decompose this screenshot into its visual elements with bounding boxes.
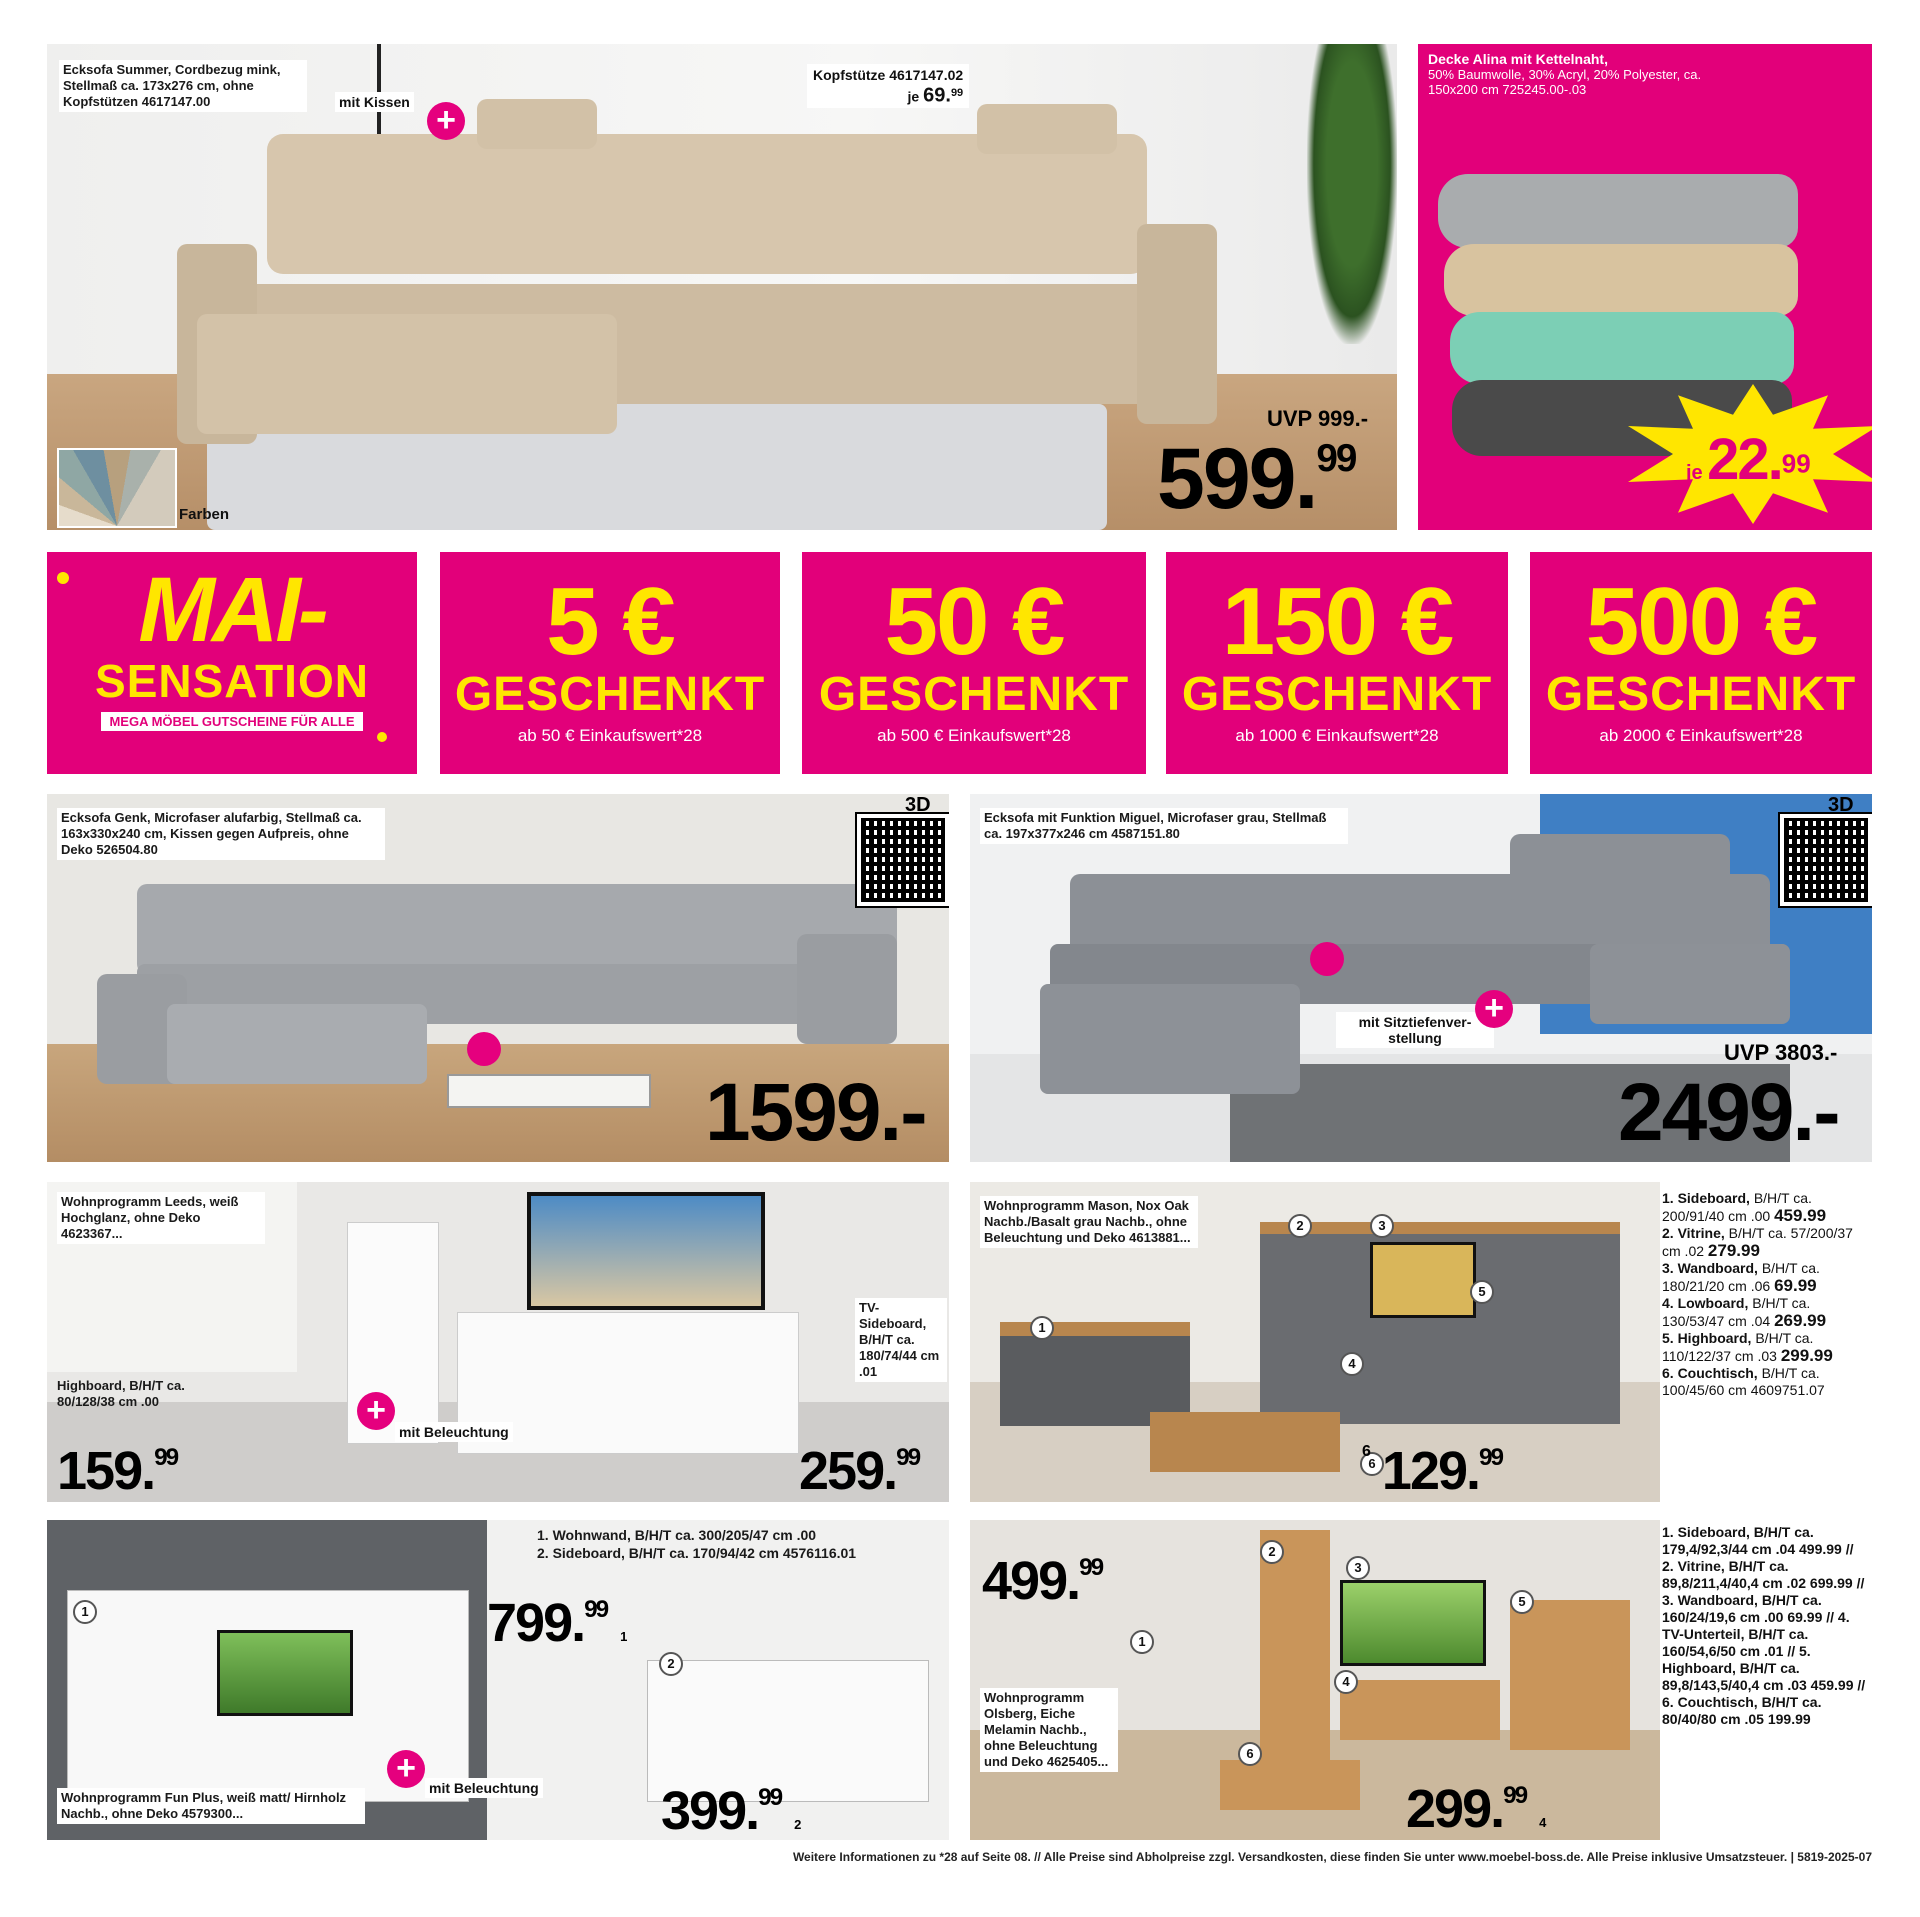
mason-price-tag: 6 [1362,1443,1369,1460]
fun-plus-list [537,1526,937,1562]
mai-confetti [57,572,69,584]
mason-desc [980,1196,1198,1248]
mason-details: Nox Oak Nachb./Basalt grau Nachb., ohne Beleuchtung und Deko 4613881... [984,1198,1191,1245]
footer-note: Weitere Informationen zu *28 auf Seite 08. // Alle Preise sind Abholpreise zzgl. Versandkosten, diese finden Sie unter www.moebel-boss.de. Alle Preise inklusive Umsatzsteuer. | 5819-2025-07 [792,1850,1872,1864]
mason-list-item: 6. Couchtisch, B/H/T ca. 100/45/60 cm 4609751.07 [1662,1365,1825,1398]
banner-5-euro [440,552,780,774]
item-number-2: 2 [1288,1214,1312,1238]
farben-swatch [57,448,177,528]
qr-3d-label: 3D [1828,794,1854,816]
kopfstuetze-label [807,64,969,108]
fun-plus-price-2-tag: 2 [794,1817,800,1832]
sofa-miguel-feature-icon [1310,942,1344,976]
banner-50-euro [802,552,1146,774]
leeds-highboard-price-cents: 99 [154,1444,178,1472]
sofa-summer-image [177,124,1277,454]
banner-amount: 150 € [1221,568,1453,675]
sofa-genk-price: 1599.- [705,1067,926,1158]
olsberg-price-a-main: 499. [982,1551,1080,1611]
fun-plus-list-item-1: 1. Wohnwand, B/H/T ca. 300/205/47 cm .00 [537,1527,817,1543]
olsberg-price-a [982,1551,1103,1611]
decke-price-main: 22. [1707,427,1782,492]
item-number-4: 4 [1340,1352,1364,1376]
sofa-miguel-title: Ecksofa mit Funktion Miguel, [984,810,1164,825]
sofa-miguel-desc [980,808,1348,844]
olsberg-price-b-tag: 4 [1539,1815,1545,1830]
fun-plus-details: weiß matt/ Hirnholz Nachb., ohne Deko 4579300... [61,1790,347,1821]
leeds-tv-desc: TV-Sideboard, B/H/T ca. 180/74/44 cm .01 [855,1298,947,1382]
decke-desc [1428,52,1728,97]
olsberg-tv-unit-image [1340,1680,1500,1740]
leeds-desc [57,1192,265,1244]
item-number-5: 5 [1470,1280,1494,1304]
olsberg-price-b [1406,1779,1545,1839]
olsberg-price-a-cents: 99 [1079,1554,1103,1582]
sitztiefe-plus-icon: + [1475,990,1513,1028]
sofa-miguel-price: 2499.- [1618,1067,1839,1158]
coffee-table-image [1150,1412,1340,1472]
item-number-4: 4 [1334,1670,1358,1694]
sofa-genk-image [97,884,917,1084]
fun-plus-price-2-cents: 99 [758,1784,782,1812]
panel-sofa-miguel [970,794,1872,1162]
sofa-summer-uvp: UVP 999.- [1267,406,1369,431]
leeds-title: Wohnprogramm Leeds, [61,1194,206,1209]
decke-title: Decke Alina mit Kettelnaht, [1428,51,1608,67]
item-number-1: 1 [1030,1316,1054,1340]
sofa-genk-feature-icon [467,1032,501,1066]
banner-amount: 500 € [1585,568,1817,675]
fun-plus-price-1 [487,1593,626,1653]
leeds-tv-price-cents: 99 [896,1444,920,1472]
fun-plus-list-item-2: 2. Sideboard, B/H/T ca. 170/94/42 cm 4576116.01 [537,1545,857,1561]
kopfstuetze-je: je [907,88,920,105]
panel-decke-alina [1418,44,1872,530]
sofa-summer-title: Ecksofa Summer, [63,62,172,77]
sitztiefe-label: mit Sitztiefenver-stellung [1336,1012,1494,1048]
olsberg-desc [980,1688,1118,1772]
sofa-summer-price [1157,431,1356,527]
mai-title-line2: SENSATION [95,655,369,707]
mai-title-line1: MAI- [138,559,326,661]
fun-plus-title: Wohnprogramm Fun Plus, [61,1790,224,1805]
fun-plus-price-1-cents: 99 [584,1596,608,1624]
sofa-summer-desc [59,60,307,112]
banner-geschenkt: GESCHENKT [818,668,1130,721]
olsberg-vitrine-image [1260,1530,1330,1760]
mason-list-item: 3. Wandboard, B/H/T ca. 180/21/20 cm .06 69.99 [1662,1260,1820,1295]
leeds-highboard-desc: Highboard, B/H/T ca. 80/128/38 cm .00 [57,1378,185,1409]
decke-details: 50% Baumwolle, 30% Acryl, 20% Polyester, ca. 150x200 cm 725245.00-.03 [1428,67,1702,97]
coffee-table [447,1074,651,1108]
panel-olsberg [970,1520,1872,1840]
leeds-details: weiß Hochglanz, ohne Deko 4623367... [61,1194,239,1241]
fun-plus-desc [57,1788,365,1824]
olsberg-title: Wohnprogramm Olsberg, [984,1690,1085,1721]
banner-150-euro [1166,552,1508,774]
kopfstuetze-text: Kopfstütze 4617147.02 [813,67,964,83]
olsberg-details: Eiche Melamin Nachb., ohne Beleuchtung und Deko 4625405... [984,1706,1109,1769]
panel-sofa-genk [47,794,949,1162]
banner-geschenkt: GESCHENKT [454,668,766,721]
item-number-2: 2 [1260,1540,1284,1564]
banner-condition: ab 500 € Einkaufswert*28 [877,726,1071,745]
beleuchtung-plus-icon: + [357,1392,395,1430]
sofa-summer-price-main: 599. [1157,431,1317,527]
sofa-genk-qr-code[interactable] [857,814,949,906]
sofa-genk-title: Ecksofa Genk, [61,810,151,825]
fun-plus-price-2 [661,1781,800,1840]
item-number-3: 3 [1346,1556,1370,1580]
sofa-summer-details: Cordbezug mink, Stellmaß ca. 173x276 cm, ohne Kopfstützen 4617147.00 [63,62,281,109]
qr-3d-label: 3D [905,794,931,816]
sofa-miguel-uvp: UVP 3803.- [1724,1040,1838,1065]
olsberg-item-list: 1. Sideboard, B/H/T ca. 179,4/92,3/44 cm .04 499.99 // 2. Vitrine, B/H/T ca. 89,8/211,4/40,4 cm .02 699.99 // 3. Wandboard, B/H/T ca. 160/24/19,6 cm .00 69.99 // 4. TV-Unterteil, B/H/T ca. 160/54,6/50 cm .01 // 5. Highboard, B/H/T ca. 89,8/143,5/40,4 cm .03 459.99 // 6. Couchtisch, B/H/T ca. 80/40/80 cm .05 199.99 [1662,1524,1866,1727]
beleuchtung-plus-icon: + [387,1750,425,1788]
mason-list-item: 5. Highboard, B/H/T ca. 110/122/37 cm .03 299.99 [1662,1330,1833,1365]
mason-price [1362,1441,1503,1501]
olsberg-table-image [1220,1760,1360,1810]
farben-label: Farben [179,506,230,523]
leeds-tv-price [799,1441,920,1501]
banner-geschenkt: GESCHENKT [1545,668,1857,721]
kopfstuetze-cents: 99 [950,87,964,99]
item-number-1: 1 [73,1600,97,1624]
panel-mason [970,1182,1872,1502]
banner-amount: 5 € [546,568,674,675]
beleuchtung-label: mit Beleuchtung [395,1422,513,1442]
olsberg-highboard-image [1510,1600,1630,1750]
sofa-genk-desc [57,808,385,860]
leeds-highboard-price-main: 159. [57,1441,155,1501]
olsberg-tv-image [1340,1580,1486,1666]
mason-price-cents: 99 [1479,1444,1503,1472]
panel-fun-plus [47,1520,949,1840]
sofa-genk-details: Microfaser alufarbig, Stellmaß ca. 163x330x240 cm, Kissen gegen Aufpreis, ohne Deko 526504.80 [61,810,362,857]
banner-condition: ab 50 € Einkaufswert*28 [517,726,703,745]
item-number-6: 6 [1360,1452,1384,1476]
fun-tv-image [217,1630,353,1716]
tv-image [527,1192,765,1310]
olsberg-price-b-main: 299. [1406,1779,1504,1839]
decke-price [1686,426,1811,493]
mason-list-item: 2. Vitrine, B/H/T ca. 57/200/37 cm .02 279.99 [1662,1225,1853,1260]
item-number-6: 6 [1238,1742,1262,1766]
mai-subtitle: MEGA MÖBEL GUTSCHEINE FÜR ALLE [101,712,362,731]
banner-amount: 50 € [884,568,1064,675]
item-number-1: 1 [1130,1630,1154,1654]
mason-list-item: 1. Sideboard, B/H/T ca. 200/91/40 cm .00 459.99 [1662,1190,1827,1225]
banner-condition: ab 2000 € Einkaufswert*28 [1599,726,1803,745]
sideboard-image [1000,1322,1190,1426]
sofa-miguel-image [1030,834,1830,1094]
banner-500-euro [1530,552,1872,774]
banner-mai-sensation [47,552,417,774]
sofa-miguel-qr-code[interactable] [1780,814,1872,906]
banner-geschenkt: GESCHENKT [1181,668,1493,721]
mason-list-item: 4. Lowboard, B/H/T ca. 130/53/47 cm .04 269.99 [1662,1295,1827,1330]
kopfstuetze-price: 69. [923,84,951,107]
decke-price-cents: 99 [1781,448,1811,479]
leeds-tv-price-main: 259. [799,1441,897,1501]
fun-plus-price-2-main: 399. [661,1781,759,1840]
kissen-plus-icon: + [427,102,465,140]
plant [1307,44,1397,344]
kissen-label: mit Kissen [335,92,414,112]
mason-tv-image [1370,1242,1476,1318]
beleuchtung-label: mit Beleuchtung [425,1778,543,1798]
panel-sofa-summer [47,44,1397,530]
olsberg-price-b-cents: 99 [1503,1782,1527,1810]
mason-price-main: 129. [1381,1441,1480,1501]
fun-plus-price-1-tag: 1 [620,1629,626,1644]
sofa-miguel-details: Microfaser grau, Stellmaß ca. 197x377x246 cm 4587151.80 [984,810,1327,841]
item-number-5: 5 [1510,1590,1534,1614]
mason-item-list [1662,1190,1868,1399]
panel-leeds [47,1182,949,1502]
item-number-2: 2 [659,1652,683,1676]
decke-price-je: je [1686,462,1703,484]
mai-confetti-2 [377,732,387,742]
mason-title: Wohnprogramm Mason, [984,1198,1133,1213]
item-number-3: 3 [1370,1214,1394,1238]
sofa-summer-price-cents: 99 [1316,436,1356,480]
banner-condition: ab 1000 € Einkaufswert*28 [1235,726,1439,745]
fun-plus-price-1-main: 799. [487,1593,585,1653]
leeds-highboard-price [57,1441,178,1501]
